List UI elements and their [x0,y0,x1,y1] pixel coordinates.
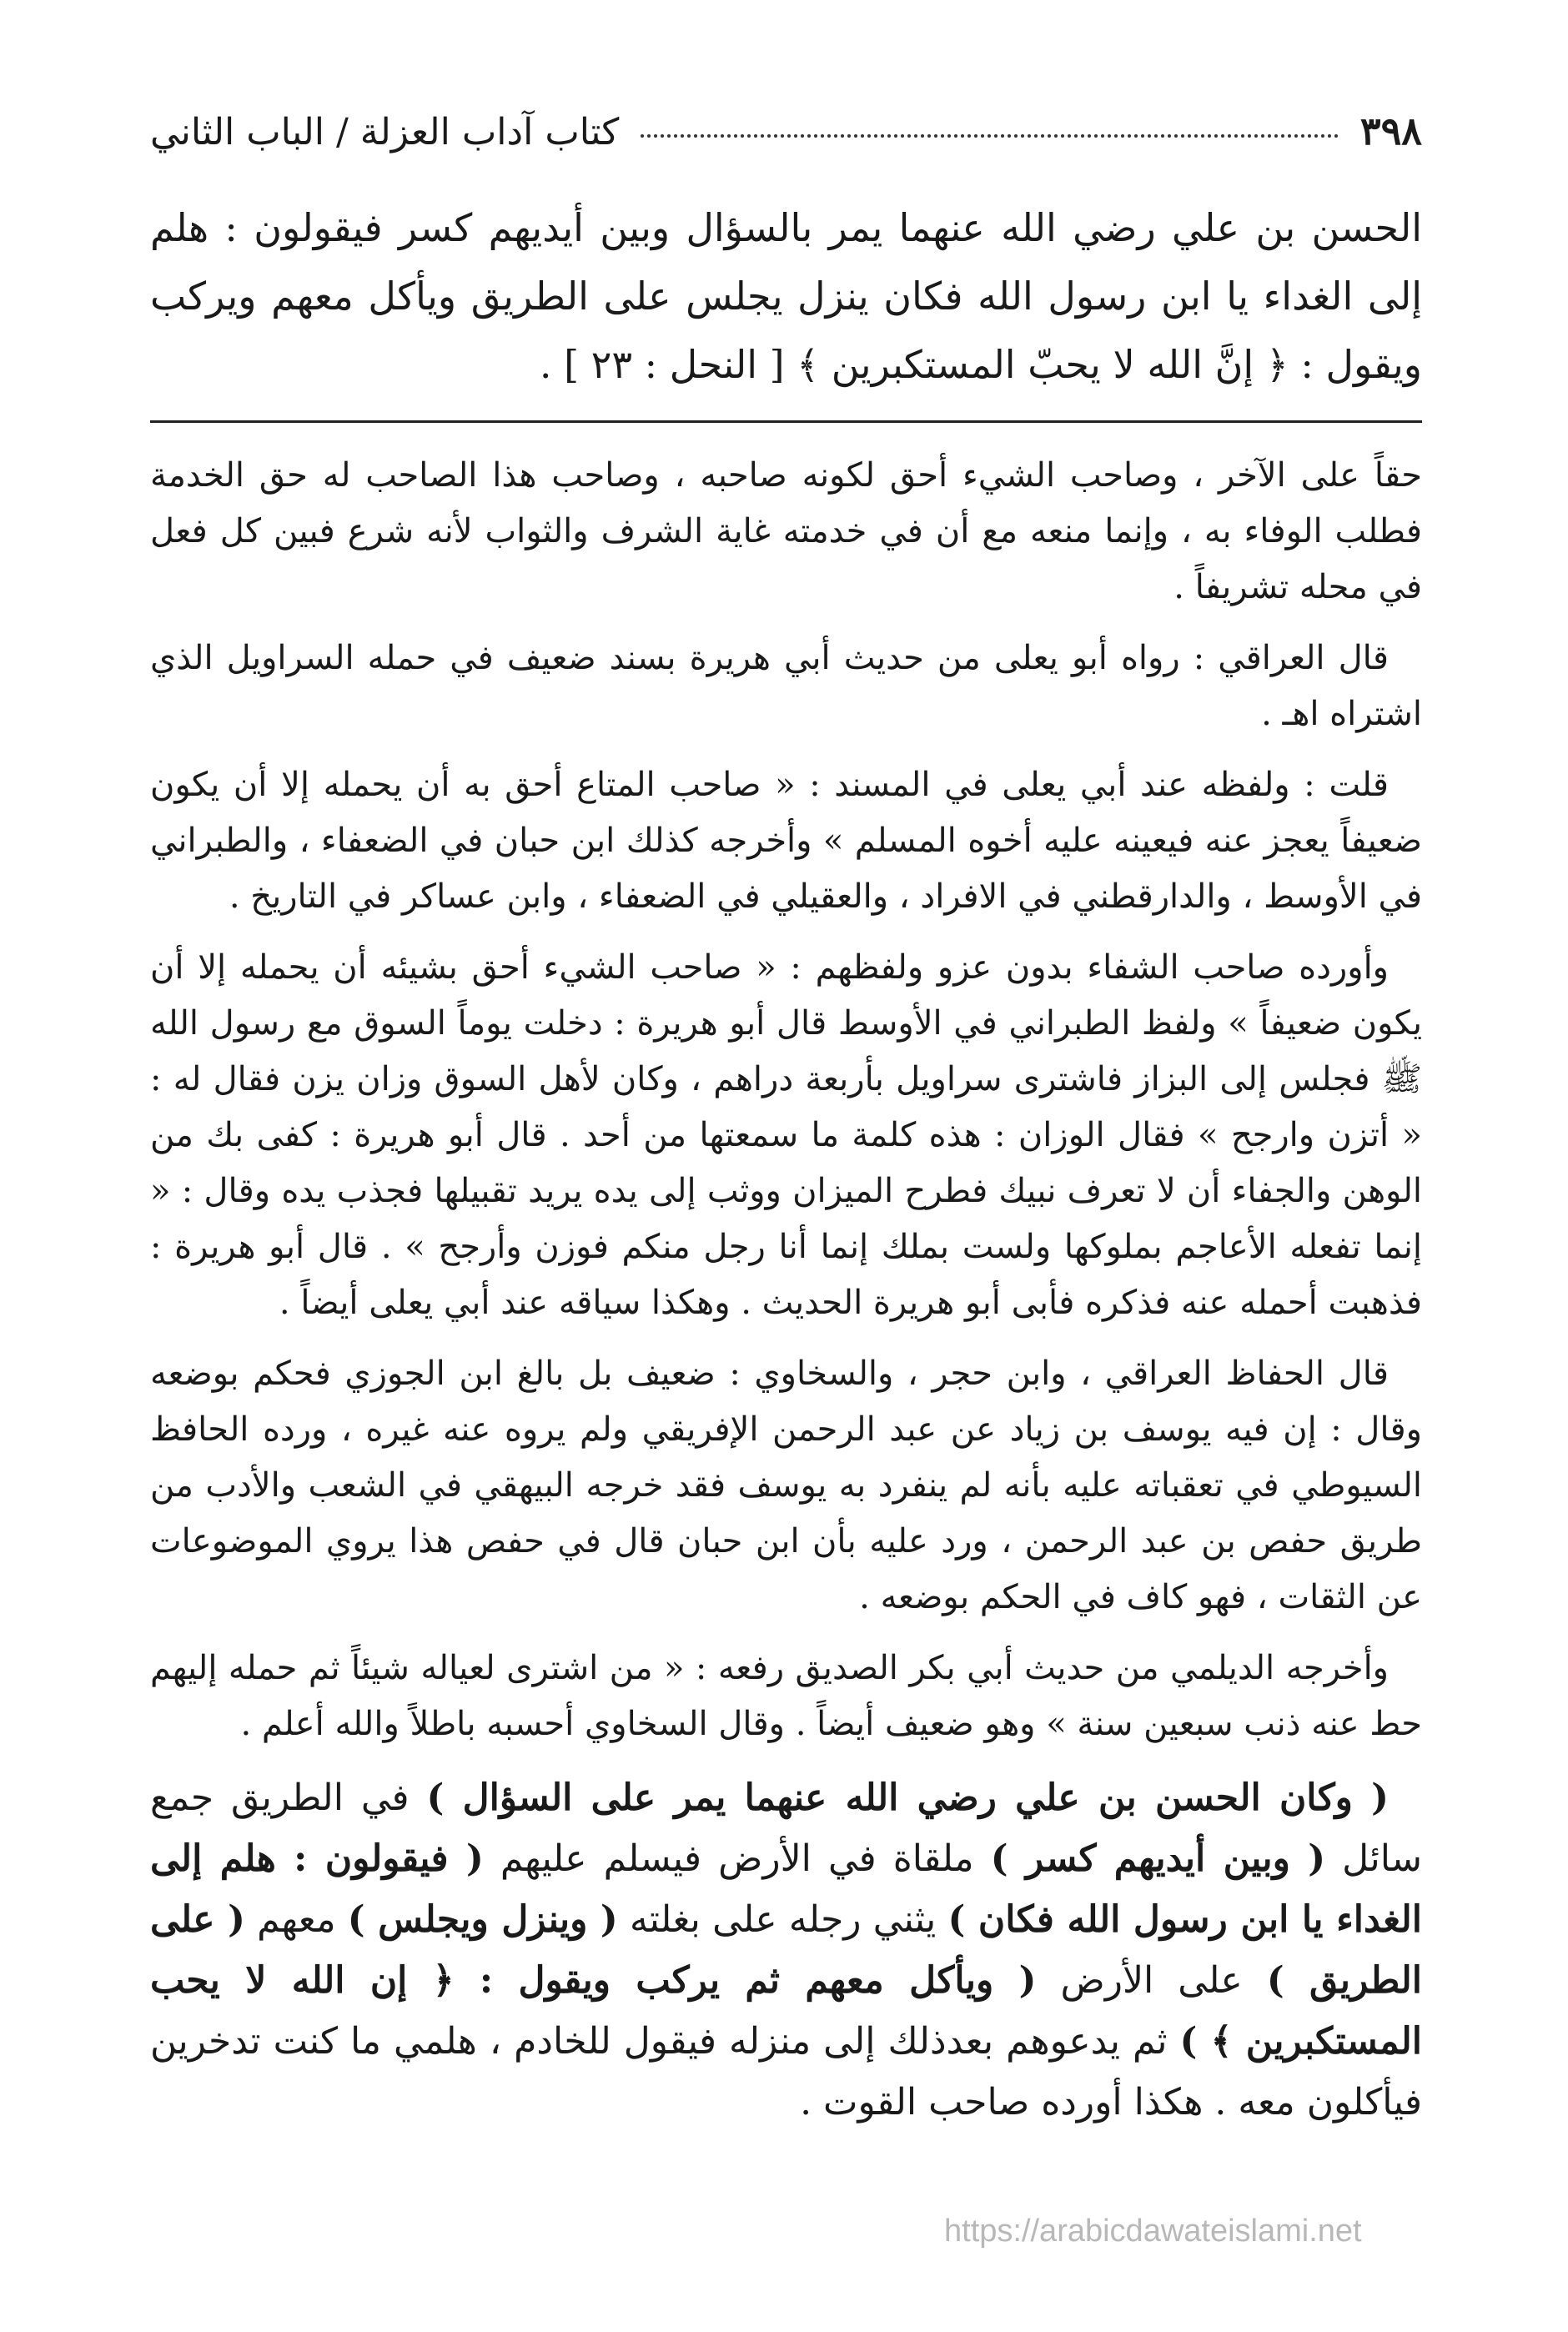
sharh-text: يثني رجله على بغلته [617,1898,948,1941]
matn-quote: ( وبين أيديهم كسر ) [990,1837,1326,1880]
sharh-text: معهم [244,1898,348,1941]
footnote-paragraph: قال الحفاظ العراقي ، وابن حجر ، والسخاوي : ضعيف بل بالغ ابن الجوزي فحكم بوضعه وقال : إن فيه يوسف بن زياد عن عبد الرحمن الإفريقي ولم يروه عنه غيره ، ورده الحافظ السيوطي في تعقباته عليه بأنه لم ينفرد به يوسف فقد خرجه البيهقي في الشعب والأدب من طريق حفص بن عبد الرحمن ، ورد عليه بأن ابن حبان قال في حفص هذا يروي الموضوعات عن الثقات ، فهو كاف في الحكم بوضعه . [150,1354,1422,1616]
matn-quote: ( وينزل ويجلس ) [347,1898,618,1941]
footnote-paragraph: وأورده صاحب الشفاء بدون عزو ولفظهم : « صاحب الشيء أحق بشيئه أن يحمله إلا أن يكون ضعيفاً » ولفظ الطبراني في الأوسط قال أبو هريرة : دخلت يوماً السوق مع رسول الله ﷺ فجلس إلى البزاز فاشترى سراويل بأربعة دراهم ، وكان لأهل السوق وزان يزن فقال له : « أتزن وارجح » فقال الوزان : هذه كلمة ما سمعتها من أحد . قال أبو هريرة : كفى بك من الوهن والجفاء أن لا تعرف نبيك فطرح الميزان ووثب إلى يده يريد تقبيلها فجذب يده وقال : « إنما تفعله الأعاجم بملوكها ولست بملك إنما أنا رجل منكم فوزن وأرجح » . قال أبو هريرة : فذهبت أحمله عنه فذكره فأبى أبو هريرة الحديث . وهكذا سياقه عند أبي يعلى أيضاً . [150,948,1422,1322]
watermark-url: https://arabicdawateislami.net [944,2214,1362,2249]
sharh-text: ثم يدعوهم بعدذلك إلى منزله فيقول للخادم ، هلمي ما كنت تدخرين فيأكلون معه . هكذا أورده صاحب القوت . [150,2020,1422,2123]
footnote-paragraph: قلت : ولفظه عند أبي يعلى في المسند : « صاحب المتاع أحق به أن يحمله إلا أن يكون ضعيفاً يعجز عنه فيعينه عليه أخوه المسلم » وأخرجه كذلك ابن حبان في الضعفاء ، والطبراني في الأوسط ، والدارقطني في الافراد ، والعقيلي في الضعفاء ، وابن عساكر في التاريخ . [150,766,1422,916]
sharh-text: في الطريق جمع سائل [150,1777,1423,1880]
sharh-text: على الأرض [1036,1959,1267,2002]
running-header [150,108,1422,153]
footnote-divider [150,420,1422,423]
footnote-paragraph: قال العراقي : رواه أبو يعلى من حديث أبي هريرة بسند ضعيف في حمله السراويل الذي اشتراه اهـ . [150,639,1422,733]
footnotes-section [150,448,1422,1752]
document-page [150,108,1422,2169]
page-number: ٣٩٨ [1359,108,1422,153]
footnote-paragraph: وأخرجه الديلمي من حديث أبي بكر الصديق رفعه : « من اشترى لعياله شيئاً ثم حمله إليهم حط عنه ذنب سبعين سنة » وهو ضعيف أيضاً . وقال السخاوي أحسبه باطلاً والله أعلم . [150,1649,1422,1743]
sharh-text: ملقاة في الأرض فيسلم عليهم [483,1837,991,1880]
matn-quote: ( ويأكل معهم ثم يركب ويقول : ﴿ إن الله لا يحب المستكبرين ﴾ ) [150,1959,1422,2063]
matn-quote: ( وكان الحسن بن علي رضي الله عنهما يمر على السؤال ) [426,1777,1389,1819]
footnote-paragraph: حقاً على الآخر ، وصاحب الشيء أحق لكونه صاحبه ، وصاحب هذا الصاحب له حق الخدمة فطلب الوفاء به ، وإنما منعه مع أن في خدمته غاية الشرف والثواب لأنه شرع فبين كل فعل في محله تشريفاً . [150,456,1422,606]
matn-quote: ( على الطريق ) [150,1898,1422,2002]
header-dot-leader [641,134,1339,138]
matn-quote: ( فيقولون : هلم إلى الغداء يا ابن رسول الله فكان ) [150,1837,1422,1941]
commentary-paragraph [150,1767,1422,2133]
header-title: كتاب آداب العزلة / الباب الثاني [150,111,620,153]
main-text: الحسن بن علي رضي الله عنهما يمر بالسؤال وبين أيديهم كسر فيقولون : هلم إلى الغداء يا ابن رسول الله فكان ينزل يجلس على الطريق ويأكل معهم ويركب ويقول : ﴿ إنَّ الله لا يحبّ المستكبرين ﴾ [ النحل : ٢٣ ] . [150,205,1422,387]
